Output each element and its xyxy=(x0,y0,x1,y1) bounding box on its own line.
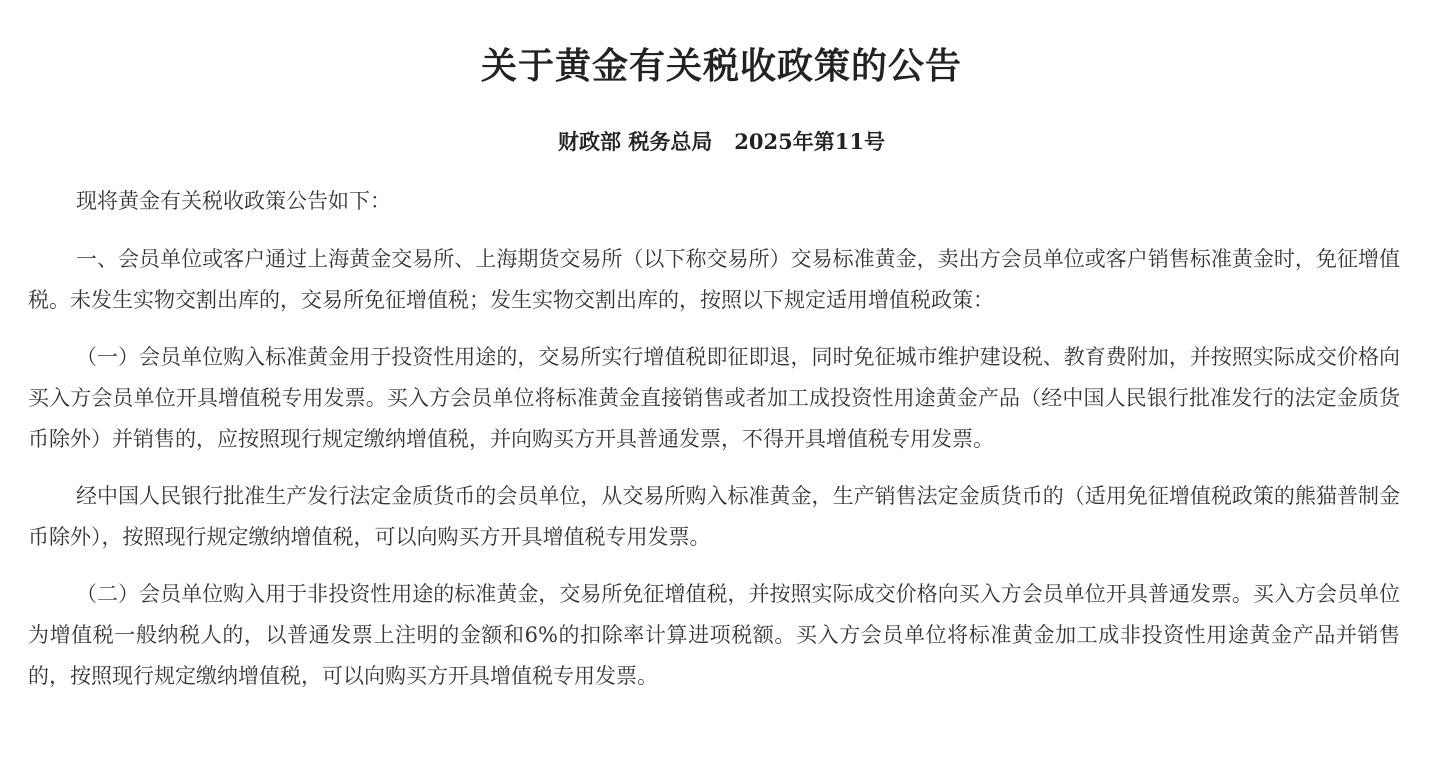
section-one-paragraph: 一、会员单位或客户通过上海黄金交易所、上海期货交易所（以下称交易所）交易标准黄金，卖出方会员单位或客户销售标准黄金时，免征增值税。未发生实物交割出库的，交易所免征增值税；发生实物交割出库的，按照以下规定适用增值税政策： xyxy=(28,247,1400,312)
document-body xyxy=(28,181,1400,713)
legal-tender-paragraph: 经中国人民银行批准生产发行法定金质货币的会员单位，从交易所购入标准黄金，生产销售法定金质货币的（适用免征增值税政策的熊猫普制金币除外），按照现行规定缴纳增值税，可以向购买方开具增值税专用发票。 xyxy=(28,484,1400,549)
item-one-paragraph: （一）会员单位购入标准黄金用于投资性用途的，交易所实行增值税即征即退，同时免征城市维护建设税、教育费附加，并按照实际成交价格向买入方会员单位开具增值税专用发票。买入方会员单位将标准黄金直接销售或者加工成投资性用途黄金产品（经中国人民银行批准发行的法定金质货币除外）并销售的，应按照现行规定缴纳增值税，并向购买方开具普通发票，不得开具增值税专用发票。 xyxy=(28,345,1400,451)
item-two-paragraph: （二）会员单位购入用于非投资性用途的标准黄金，交易所免征增值税，并按照实际成交价格向买入方会员单位开具普通发票。买入方会员单位为增值税一般纳税人的，以普通发票上注明的金额和6%的扣除率计算进项税额。买入方会员单位将标准黄金加工成非投资性用途黄金产品并销售的，按照现行规定缴纳增值税，可以向购买方开具增值税专用发票。 xyxy=(28,582,1400,688)
document-title: 关于黄金有关税收政策的公告 xyxy=(480,46,962,87)
intro-paragraph: 现将黄金有关税收政策公告如下： xyxy=(76,189,391,213)
document-issuer-line: 财政部 税务总局 2025年第11号 xyxy=(558,129,885,154)
